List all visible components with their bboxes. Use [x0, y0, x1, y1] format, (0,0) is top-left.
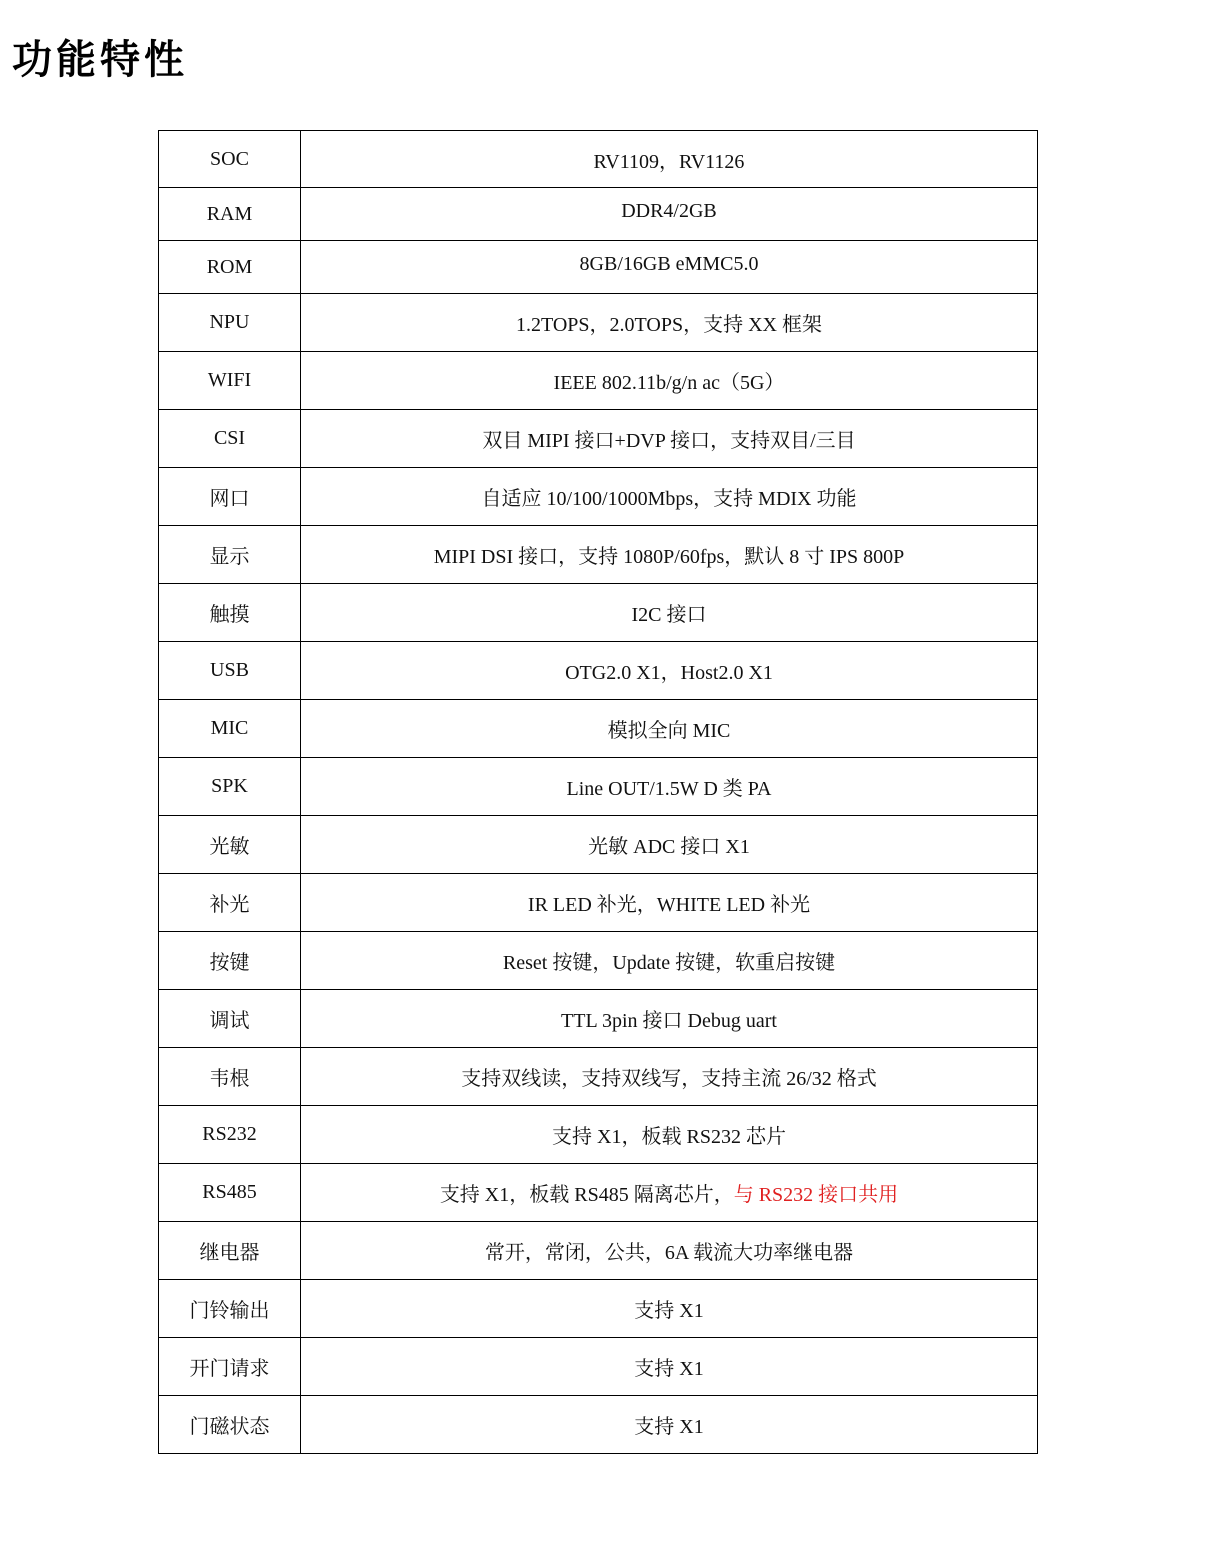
table-row [159, 468, 1038, 526]
page-title: 功能特性 [12, 37, 188, 83]
table-row [159, 758, 1038, 816]
table-row [159, 816, 1038, 874]
spec-label: RS485 [159, 1164, 301, 1222]
spec-value: IEEE 802.11b/g/n ac（5G） [301, 352, 1038, 410]
spec-label: 门磁状态 [159, 1396, 301, 1454]
spec-label: 触摸 [159, 584, 301, 642]
spec-value: 自适应 10/100/1000Mbps，支持 MDIX 功能 [301, 468, 1038, 526]
spec-value: Line OUT/1.5W D 类 PA [301, 758, 1038, 816]
spec-value: 光敏 ADC 接口 X1 [301, 816, 1038, 874]
spec-label: 调试 [159, 990, 301, 1048]
spec-value: 1.2TOPS，2.0TOPS，支持 XX 框架 [301, 294, 1038, 352]
spec-value: Reset 按键，Update 按键，软重启按键 [301, 932, 1038, 990]
table-row [159, 990, 1038, 1048]
spec-label: ROM [159, 241, 301, 294]
spec-label: 开门请求 [159, 1338, 301, 1396]
table-row [159, 1222, 1038, 1280]
spec-label: SPK [159, 758, 301, 816]
table-row [159, 642, 1038, 700]
table-row [159, 131, 1038, 188]
spec-table [158, 130, 1038, 1454]
spec-value: 支持 X1 [301, 1396, 1038, 1454]
spec-value: 常开，常闭，公共，6A 载流大功率继电器 [301, 1222, 1038, 1280]
table-row [159, 700, 1038, 758]
table-row [159, 526, 1038, 584]
spec-label: 按键 [159, 932, 301, 990]
spec-value: 模拟全向 MIC [301, 700, 1038, 758]
spec-value: I2C 接口 [301, 584, 1038, 642]
spec-value: 支持 X1 [301, 1338, 1038, 1396]
table-row [159, 1396, 1038, 1454]
spec-label: USB [159, 642, 301, 700]
spec-value-note: 与 RS232 接口共用 [733, 1184, 899, 1206]
spec-label: CSI [159, 410, 301, 468]
spec-value-text: 支持 X1，板载 RS485 隔离芯片， [439, 1184, 734, 1206]
table-row [159, 932, 1038, 990]
spec-value: 支持 X1，板载 RS232 芯片 [301, 1106, 1038, 1164]
table-row [159, 874, 1038, 932]
spec-label: SOC [159, 131, 301, 188]
table-row [159, 188, 1038, 241]
table-row [159, 1280, 1038, 1338]
spec-label: 显示 [159, 526, 301, 584]
spec-value: OTG2.0 X1，Host2.0 X1 [301, 642, 1038, 700]
spec-label: NPU [159, 294, 301, 352]
spec-value: 支持双线读，支持双线写，支持主流 26/32 格式 [301, 1048, 1038, 1106]
spec-value: 支持 X1 [301, 1280, 1038, 1338]
table-row [159, 1338, 1038, 1396]
spec-label: MIC [159, 700, 301, 758]
spec-label: 门铃输出 [159, 1280, 301, 1338]
table-row [159, 352, 1038, 410]
spec-value: 8GB/16GB eMMC5.0 [301, 241, 1038, 294]
spec-value: MIPI DSI 接口，支持 1080P/60fps，默认 8 寸 IPS 800P [301, 526, 1038, 584]
table-row [159, 410, 1038, 468]
spec-value: RV1109，RV1126 [301, 131, 1038, 188]
spec-value [301, 1164, 1038, 1222]
spec-value: IR LED 补光，WHITE LED 补光 [301, 874, 1038, 932]
spec-value: DDR4/2GB [301, 188, 1038, 241]
table-row [159, 241, 1038, 294]
table-row [159, 1048, 1038, 1106]
spec-label: 韦根 [159, 1048, 301, 1106]
table-row [159, 294, 1038, 352]
spec-label: 补光 [159, 874, 301, 932]
spec-label: 光敏 [159, 816, 301, 874]
spec-value: 双目 MIPI 接口+DVP 接口，支持双目/三目 [301, 410, 1038, 468]
spec-value: TTL 3pin 接口 Debug uart [301, 990, 1038, 1048]
table-row [159, 1164, 1038, 1222]
spec-label: WIFI [159, 352, 301, 410]
spec-label: RS232 [159, 1106, 301, 1164]
spec-label: RAM [159, 188, 301, 241]
spec-label: 继电器 [159, 1222, 301, 1280]
table-row [159, 584, 1038, 642]
spec-label: 网口 [159, 468, 301, 526]
table-row [159, 1106, 1038, 1164]
